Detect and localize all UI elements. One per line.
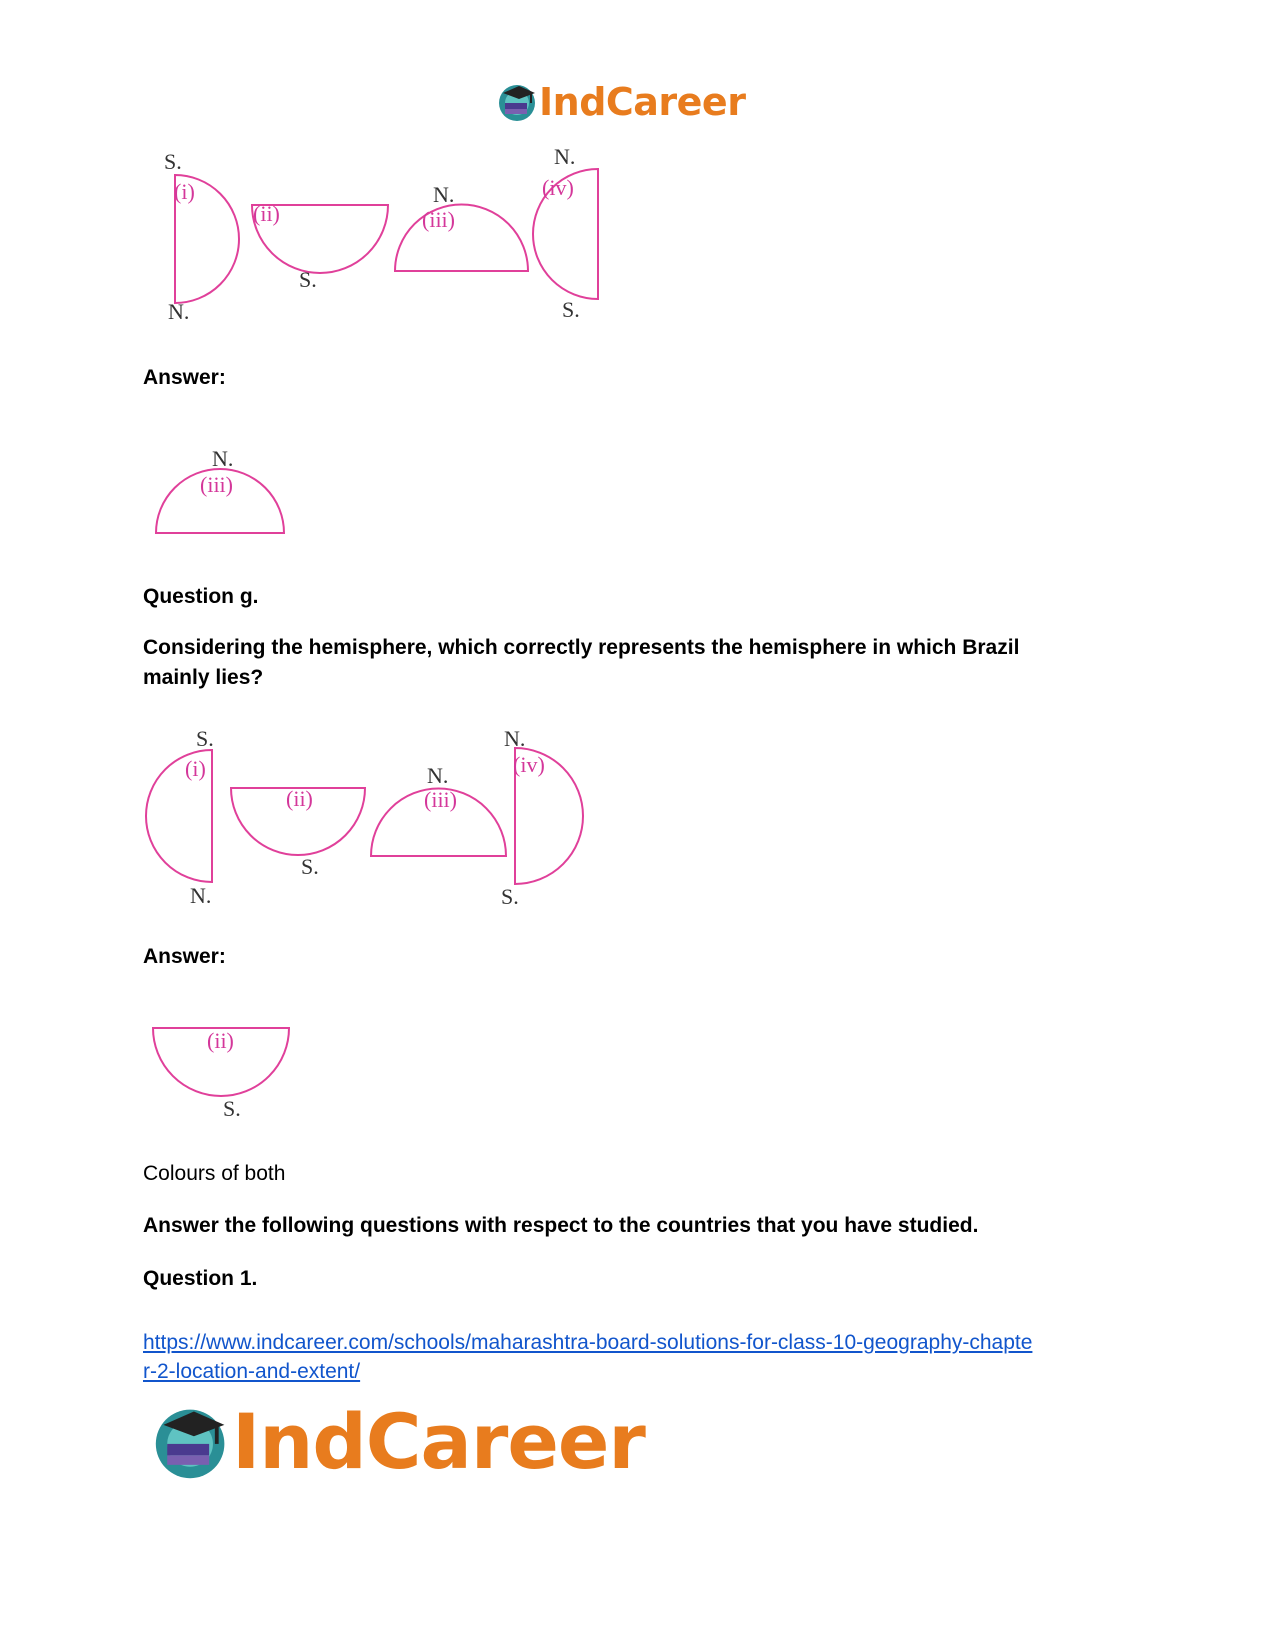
source-link[interactable] — [143, 1328, 1103, 1386]
header-logo — [497, 80, 745, 124]
question-1-label: Question 1. — [143, 1267, 258, 1290]
fig1-roman-iii: (iii) — [422, 207, 455, 232]
answer-figure-2 — [148, 1020, 298, 1125]
fig2-s-label-ii: S. — [301, 854, 319, 879]
fig2-roman-ii: (ii) — [286, 786, 313, 811]
fig1-roman-iv: (iv) — [542, 175, 574, 200]
question-g-text: Considering the hemisphere, which correctly represents the hemisphere in which Brazil mainly lies? — [143, 636, 1020, 689]
answer1-n-label: N. — [212, 446, 234, 471]
question-g-label: Question g. — [143, 585, 259, 608]
fig1-n-label-iii: N. — [433, 182, 455, 207]
hemisphere-figure-1 — [160, 145, 610, 345]
colours-text: Colours of both — [143, 1162, 286, 1185]
header-logo-text: IndCareer — [539, 80, 746, 124]
hemisphere-figure-2 — [140, 722, 600, 912]
fig2-s-label-iv: S. — [501, 884, 519, 909]
source-link-line-2[interactable]: r-2-location-and-extent/ — [143, 1360, 361, 1383]
fig1-n-label-i: N. — [168, 299, 190, 324]
hemisphere-shape-iii — [395, 205, 528, 272]
fig1-roman-ii: (ii) — [253, 201, 280, 226]
answer-label-2: Answer: — [143, 945, 226, 968]
fig2-roman-iii: (iii) — [424, 787, 457, 812]
answer-label-1: Answer: — [143, 366, 226, 389]
fig2-s-label-i: S. — [196, 726, 214, 751]
fig1-n-label-iv: N. — [554, 145, 576, 169]
fig1-s-label-iv: S. — [562, 297, 580, 322]
answer1-roman-iii: (iii) — [200, 472, 233, 497]
fig2-roman-i: (i) — [185, 756, 206, 781]
fig1-roman-i: (i) — [174, 179, 195, 204]
footer-logo — [152, 1397, 645, 1486]
source-link-line-1[interactable]: https://www.indcareer.com/schools/maharashtra-board-solutions-for-class-10-geography-chapte — [143, 1331, 1033, 1354]
answer2-s-label: S. — [223, 1096, 241, 1121]
fig2-n-label-iii: N. — [427, 763, 449, 788]
fig2-n-label-i: N. — [190, 883, 212, 908]
instruction-text: Answer the following questions with respect to the countries that you have studied. — [143, 1214, 979, 1237]
graduation-cap-globe-icon — [497, 81, 539, 123]
fig1-s-label-i: S. — [164, 149, 182, 174]
answer-figure-1 — [150, 440, 300, 540]
graduation-cap-globe-icon — [152, 1402, 232, 1482]
fig2-roman-iv: (iv) — [513, 752, 545, 777]
answer2-roman-ii: (ii) — [207, 1028, 234, 1053]
fig1-s-label-ii: S. — [299, 267, 317, 292]
footer-logo-text: IndCareer — [232, 1397, 645, 1486]
fig2-n-label-iv: N. — [504, 726, 526, 751]
